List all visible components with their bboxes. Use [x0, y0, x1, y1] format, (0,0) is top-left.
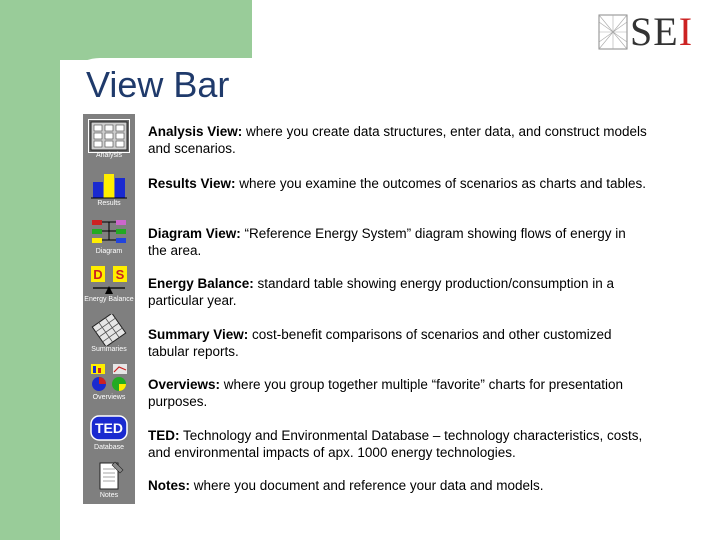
- viewbar-diagram-button[interactable]: [83, 212, 135, 262]
- green-band-left: [0, 0, 60, 540]
- item-term: Overviews:: [148, 377, 221, 392]
- bar-chart-icon: [89, 168, 129, 200]
- page-title: View Bar: [86, 64, 230, 105]
- item-overviews: [148, 376, 648, 410]
- viewbar-ted-button[interactable]: [83, 408, 135, 458]
- item-energy-balance: [148, 275, 648, 309]
- item-term: Analysis View:: [148, 124, 243, 139]
- viewbar-label: Diagram: [95, 248, 123, 255]
- item-summary-view: [148, 326, 648, 360]
- viewbar-results-button[interactable]: [83, 164, 135, 214]
- viewbar-label: Summaries: [91, 346, 127, 353]
- overviews-icon: [89, 362, 129, 394]
- item-term: Diagram View:: [148, 226, 241, 241]
- viewbar-analysis-button[interactable]: [83, 116, 135, 166]
- energy-balance-icon: [89, 264, 129, 296]
- item-ted: [148, 427, 648, 461]
- viewbar-overviews-button[interactable]: [83, 358, 135, 408]
- viewbar-summaries-button[interactable]: [83, 310, 135, 360]
- item-term: Summary View:: [148, 327, 249, 342]
- ted-badge-text: TED: [95, 420, 123, 436]
- viewbar-notes-button[interactable]: [83, 456, 135, 506]
- item-desc: where you document and reference your data and models.: [190, 478, 544, 493]
- item-desc: Technology and Environmental Database – technology characteristics, costs, and environmental impacts of apx. 1000 energy technologies.: [148, 428, 643, 460]
- viewbar-label: Overviews: [92, 394, 126, 401]
- viewbar-energy-balance-button[interactable]: [83, 260, 135, 310]
- item-term: Notes:: [148, 478, 191, 493]
- item-term: TED:: [148, 428, 180, 443]
- item-notes: [148, 477, 648, 494]
- viewbar-label: Analysis: [95, 152, 123, 159]
- item-analysis-view: [148, 123, 648, 157]
- item-results-view: [148, 175, 648, 192]
- logo-text-i: I: [678, 9, 694, 54]
- ted-database-icon: [89, 412, 129, 444]
- viewbar-label: Results: [97, 200, 121, 207]
- svg-text:S: S: [115, 267, 125, 282]
- notes-icon: [89, 460, 129, 492]
- diagram-icon: [89, 216, 129, 248]
- svg-text:D: D: [93, 267, 103, 282]
- item-desc: where you group together multiple “favorite” charts for presentation purposes.: [148, 377, 624, 409]
- viewbar-label: Energy Balance: [84, 296, 134, 303]
- analysis-grid-icon: [89, 120, 129, 152]
- item-desc: “Reference Energy System” diagram showing flows of energy in the area.: [148, 226, 626, 258]
- item-desc: where you examine the outcomes of scenarios as charts and tables.: [235, 176, 647, 191]
- item-desc: standard table showing energy production/consumption in a particular year.: [148, 276, 615, 308]
- viewbar-label: Database: [94, 444, 124, 451]
- view-bar: [83, 114, 135, 504]
- item-term: Results View:: [148, 176, 236, 191]
- logo-text-se: SE: [630, 9, 679, 54]
- sei-logo: [598, 10, 716, 54]
- item-desc: cost-benefit comparisons of scenarios and other customized tabular reports.: [148, 327, 612, 359]
- summaries-icon: [89, 314, 129, 346]
- logo-text: [630, 8, 693, 55]
- logo-mark-icon: [598, 14, 628, 50]
- item-desc: where you create data structures, enter data, and construct models and scenarios.: [148, 124, 647, 156]
- item-term: Energy Balance:: [148, 276, 254, 291]
- viewbar-label: Notes: [99, 492, 119, 499]
- item-diagram-view: [148, 225, 648, 259]
